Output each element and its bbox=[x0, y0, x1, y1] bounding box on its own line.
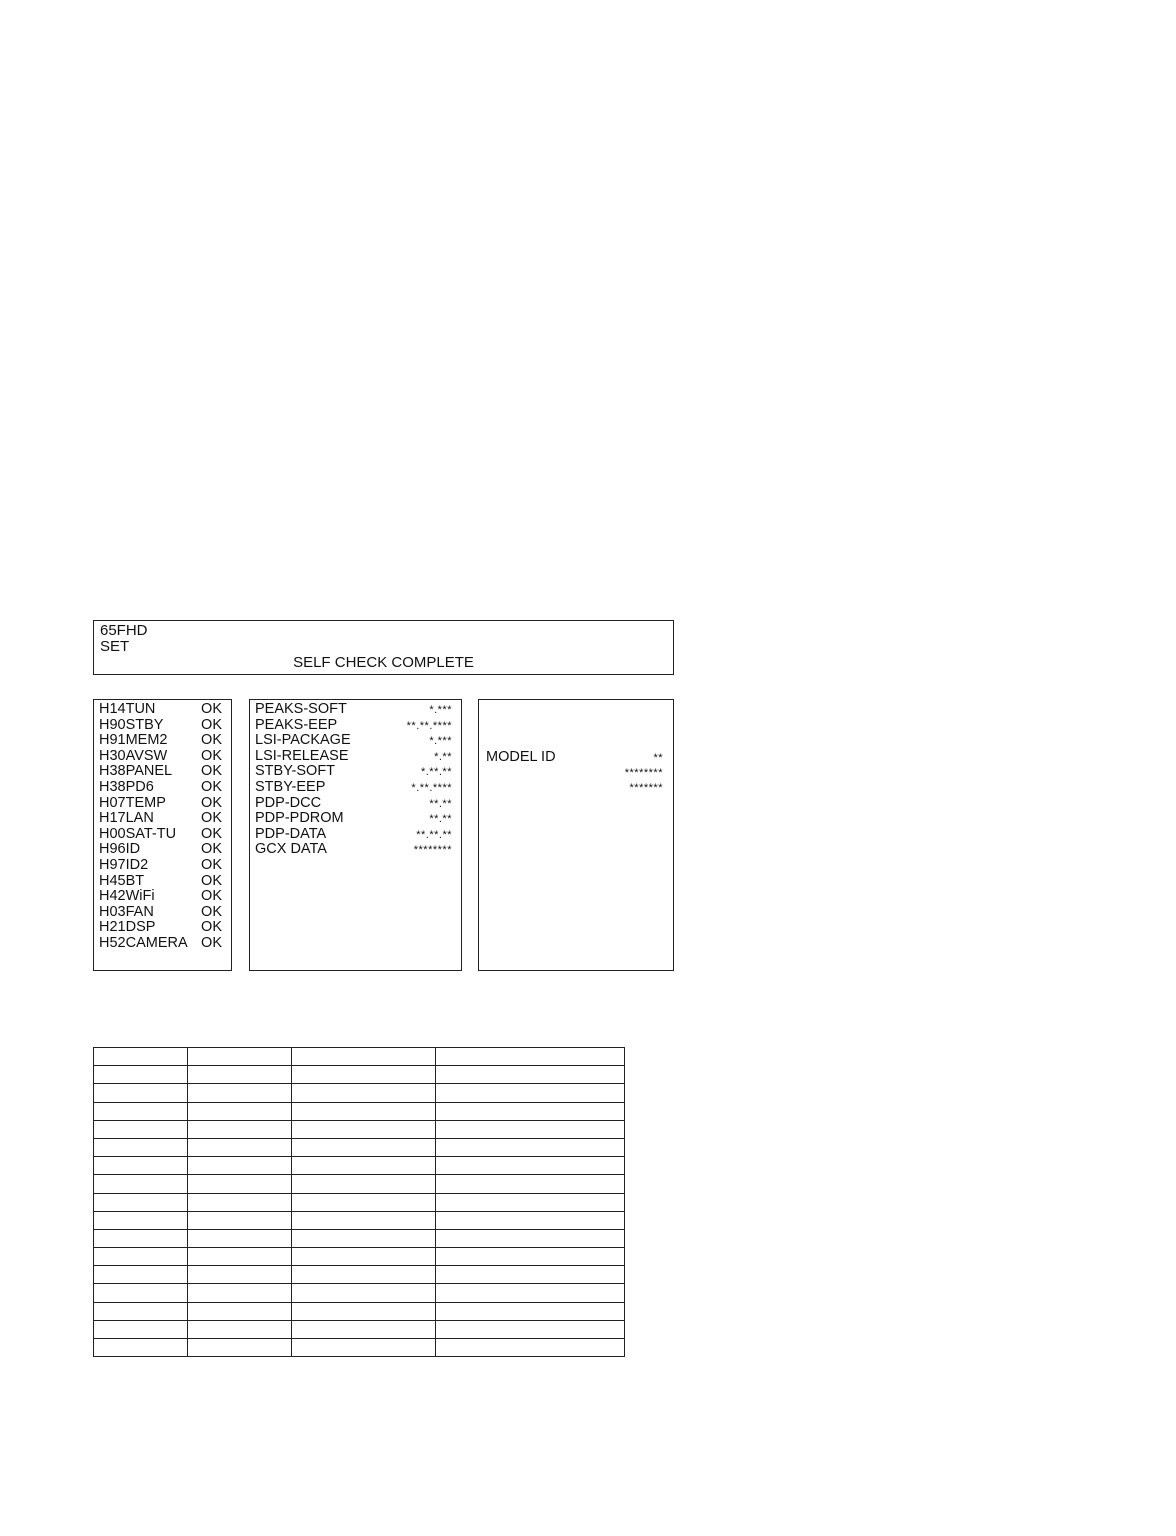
version-panel bbox=[249, 699, 462, 971]
error-code: H91MEM2 bbox=[99, 732, 168, 749]
version-value: *.**.**** bbox=[411, 781, 452, 794]
mode-label: SET bbox=[100, 638, 130, 655]
table-cell bbox=[436, 1284, 625, 1302]
error-status: OK bbox=[201, 888, 222, 905]
table-row bbox=[94, 1102, 625, 1120]
model-id-label: MODEL ID bbox=[486, 749, 556, 765]
version-value: ******** bbox=[413, 844, 452, 857]
model-id-row bbox=[486, 750, 663, 767]
error-status: OK bbox=[201, 934, 222, 951]
table-cell bbox=[436, 1248, 625, 1266]
error-code-row bbox=[99, 920, 222, 936]
version-value: *.**.** bbox=[420, 766, 452, 779]
error-code: H42WiFi bbox=[99, 888, 155, 905]
error-code: H14TUN bbox=[99, 701, 156, 717]
version-value: *.*** bbox=[429, 735, 452, 748]
table-cell bbox=[436, 1193, 625, 1211]
table-cell bbox=[94, 1229, 188, 1247]
table-cell bbox=[94, 1102, 188, 1120]
error-code: H96ID bbox=[99, 841, 141, 858]
error-code-row bbox=[99, 780, 222, 796]
error-status: OK bbox=[201, 732, 222, 749]
table-cell bbox=[94, 1175, 188, 1193]
error-code: H00SAT-TU bbox=[99, 825, 177, 842]
table-row bbox=[94, 1175, 625, 1193]
table-cell bbox=[94, 1193, 188, 1211]
error-code-row bbox=[99, 702, 222, 718]
error-status: OK bbox=[201, 856, 222, 873]
error-code: H45BT bbox=[99, 872, 145, 889]
error-status: OK bbox=[201, 701, 222, 717]
version-value: **.** bbox=[429, 813, 452, 826]
table-row bbox=[94, 1320, 625, 1338]
table-row bbox=[94, 1120, 625, 1138]
table-cell bbox=[94, 1120, 188, 1138]
model-id-panel bbox=[478, 699, 674, 971]
error-code-row bbox=[99, 858, 222, 874]
version-row bbox=[255, 811, 452, 827]
version-value: **.**.**** bbox=[406, 719, 452, 732]
blank-table-body bbox=[94, 1048, 625, 1357]
error-code-row bbox=[99, 796, 222, 812]
table-cell bbox=[188, 1102, 292, 1120]
error-code: H38PD6 bbox=[99, 778, 154, 795]
table-row bbox=[94, 1157, 625, 1175]
table-cell bbox=[436, 1102, 625, 1120]
blank-record-table bbox=[93, 1047, 625, 1357]
version-value: **.**.** bbox=[416, 828, 452, 841]
model-id-line-2: ******** bbox=[624, 767, 663, 779]
table-cell bbox=[94, 1302, 188, 1320]
table-cell bbox=[188, 1211, 292, 1229]
table-row bbox=[94, 1084, 625, 1102]
model-name: 65FHD bbox=[100, 622, 148, 639]
error-status: OK bbox=[201, 903, 222, 920]
error-code: H90STBY bbox=[99, 716, 164, 733]
error-code-row bbox=[99, 733, 222, 749]
version-row bbox=[255, 702, 452, 718]
version-label: LSI-PACKAGE bbox=[255, 732, 351, 749]
error-status: OK bbox=[201, 810, 222, 827]
table-cell bbox=[292, 1302, 436, 1320]
table-cell bbox=[94, 1320, 188, 1338]
table-cell bbox=[292, 1066, 436, 1084]
version-label: STBY-EEP bbox=[255, 778, 326, 795]
table-row bbox=[94, 1066, 625, 1084]
table-cell bbox=[292, 1339, 436, 1357]
error-code: H52CAMERA bbox=[99, 934, 188, 951]
version-value: *.*** bbox=[429, 704, 452, 716]
table-cell bbox=[94, 1138, 188, 1156]
error-code-row bbox=[99, 889, 222, 905]
error-code: H38PANEL bbox=[99, 763, 173, 780]
self-check-header bbox=[93, 620, 674, 675]
table-cell bbox=[292, 1248, 436, 1266]
version-label: PDP-PDROM bbox=[255, 810, 344, 827]
version-label: LSI-RELEASE bbox=[255, 747, 349, 764]
table-cell bbox=[436, 1066, 625, 1084]
error-code: H03FAN bbox=[99, 903, 154, 920]
error-status: OK bbox=[201, 872, 222, 889]
table-cell bbox=[436, 1048, 625, 1066]
table-cell bbox=[292, 1211, 436, 1229]
version-label: PEAKS-SOFT bbox=[255, 701, 347, 717]
error-code: H07TEMP bbox=[99, 794, 166, 811]
table-cell bbox=[188, 1339, 292, 1357]
table-cell bbox=[94, 1157, 188, 1175]
error-code-row bbox=[99, 842, 222, 858]
version-row bbox=[255, 780, 452, 796]
version-row bbox=[255, 733, 452, 749]
error-code-panel bbox=[93, 699, 232, 971]
table-cell bbox=[436, 1175, 625, 1193]
table-cell bbox=[188, 1266, 292, 1284]
table-cell bbox=[292, 1157, 436, 1175]
table-cell bbox=[292, 1193, 436, 1211]
model-id-value: ** bbox=[653, 752, 663, 764]
table-row bbox=[94, 1048, 625, 1066]
error-code: H21DSP bbox=[99, 919, 156, 936]
table-cell bbox=[436, 1157, 625, 1175]
table-row bbox=[94, 1248, 625, 1266]
error-code-row bbox=[99, 811, 222, 827]
error-status: OK bbox=[201, 747, 222, 764]
table-row bbox=[94, 1339, 625, 1357]
table-row bbox=[94, 1211, 625, 1229]
error-status: OK bbox=[201, 919, 222, 936]
table-cell bbox=[292, 1120, 436, 1138]
table-cell bbox=[188, 1157, 292, 1175]
error-code: H17LAN bbox=[99, 810, 154, 827]
table-cell bbox=[94, 1048, 188, 1066]
table-cell bbox=[436, 1302, 625, 1320]
error-code-row bbox=[99, 874, 222, 890]
table-cell bbox=[188, 1284, 292, 1302]
version-label: PEAKS-EEP bbox=[255, 716, 338, 733]
table-cell bbox=[188, 1248, 292, 1266]
table-cell bbox=[94, 1066, 188, 1084]
table-cell bbox=[292, 1084, 436, 1102]
error-status: OK bbox=[201, 716, 222, 733]
version-row bbox=[255, 718, 452, 734]
table-cell bbox=[292, 1229, 436, 1247]
table-cell bbox=[188, 1084, 292, 1102]
table-cell bbox=[188, 1229, 292, 1247]
table-cell bbox=[188, 1120, 292, 1138]
error-code: H97ID2 bbox=[99, 856, 149, 873]
table-cell bbox=[436, 1320, 625, 1338]
table-cell bbox=[292, 1266, 436, 1284]
table-cell bbox=[292, 1138, 436, 1156]
version-row bbox=[255, 842, 452, 858]
version-label: PDP-DCC bbox=[255, 794, 322, 811]
table-cell bbox=[436, 1211, 625, 1229]
table-cell bbox=[188, 1175, 292, 1193]
table-cell bbox=[436, 1120, 625, 1138]
error-code-row bbox=[99, 718, 222, 734]
error-code: H30AVSW bbox=[99, 747, 168, 764]
error-status: OK bbox=[201, 794, 222, 811]
table-cell bbox=[188, 1138, 292, 1156]
version-label: GCX DATA bbox=[255, 841, 327, 858]
error-code-row bbox=[99, 764, 222, 780]
table-cell bbox=[94, 1211, 188, 1229]
error-code-row bbox=[99, 905, 222, 921]
table-cell bbox=[292, 1320, 436, 1338]
table-cell bbox=[436, 1266, 625, 1284]
error-status: OK bbox=[201, 778, 222, 795]
error-code-row bbox=[99, 749, 222, 765]
table-row bbox=[94, 1138, 625, 1156]
version-row bbox=[255, 796, 452, 812]
table-row bbox=[94, 1229, 625, 1247]
self-check-status: SELF CHECK COMPLETE bbox=[293, 654, 474, 671]
table-cell bbox=[188, 1048, 292, 1066]
error-code-row bbox=[99, 936, 222, 952]
table-cell bbox=[188, 1066, 292, 1084]
table-cell bbox=[188, 1320, 292, 1338]
error-status: OK bbox=[201, 763, 222, 780]
table-cell bbox=[188, 1302, 292, 1320]
table-cell bbox=[94, 1284, 188, 1302]
table-cell bbox=[94, 1266, 188, 1284]
error-status: OK bbox=[201, 841, 222, 858]
version-row bbox=[255, 749, 452, 765]
table-row bbox=[94, 1302, 625, 1320]
version-row bbox=[255, 764, 452, 780]
table-cell bbox=[94, 1084, 188, 1102]
version-value: **.** bbox=[429, 797, 452, 810]
table-cell bbox=[188, 1193, 292, 1211]
version-row bbox=[255, 827, 452, 843]
table-cell bbox=[436, 1339, 625, 1357]
table-cell bbox=[292, 1048, 436, 1066]
table-cell bbox=[292, 1284, 436, 1302]
table-row bbox=[94, 1193, 625, 1211]
table-cell bbox=[436, 1084, 625, 1102]
error-code-list bbox=[99, 702, 222, 952]
error-code-row bbox=[99, 827, 222, 843]
table-row bbox=[94, 1266, 625, 1284]
error-status: OK bbox=[201, 825, 222, 842]
table-row bbox=[94, 1284, 625, 1302]
version-value: *.** bbox=[434, 750, 452, 763]
table-cell bbox=[436, 1138, 625, 1156]
version-label: STBY-SOFT bbox=[255, 763, 336, 780]
table-cell bbox=[292, 1175, 436, 1193]
table-cell bbox=[292, 1102, 436, 1120]
table-cell bbox=[436, 1229, 625, 1247]
version-list bbox=[255, 702, 452, 858]
model-id-line-3: ******* bbox=[629, 782, 663, 794]
table-cell bbox=[94, 1339, 188, 1357]
table-cell bbox=[94, 1248, 188, 1266]
version-label: PDP-DATA bbox=[255, 825, 327, 842]
